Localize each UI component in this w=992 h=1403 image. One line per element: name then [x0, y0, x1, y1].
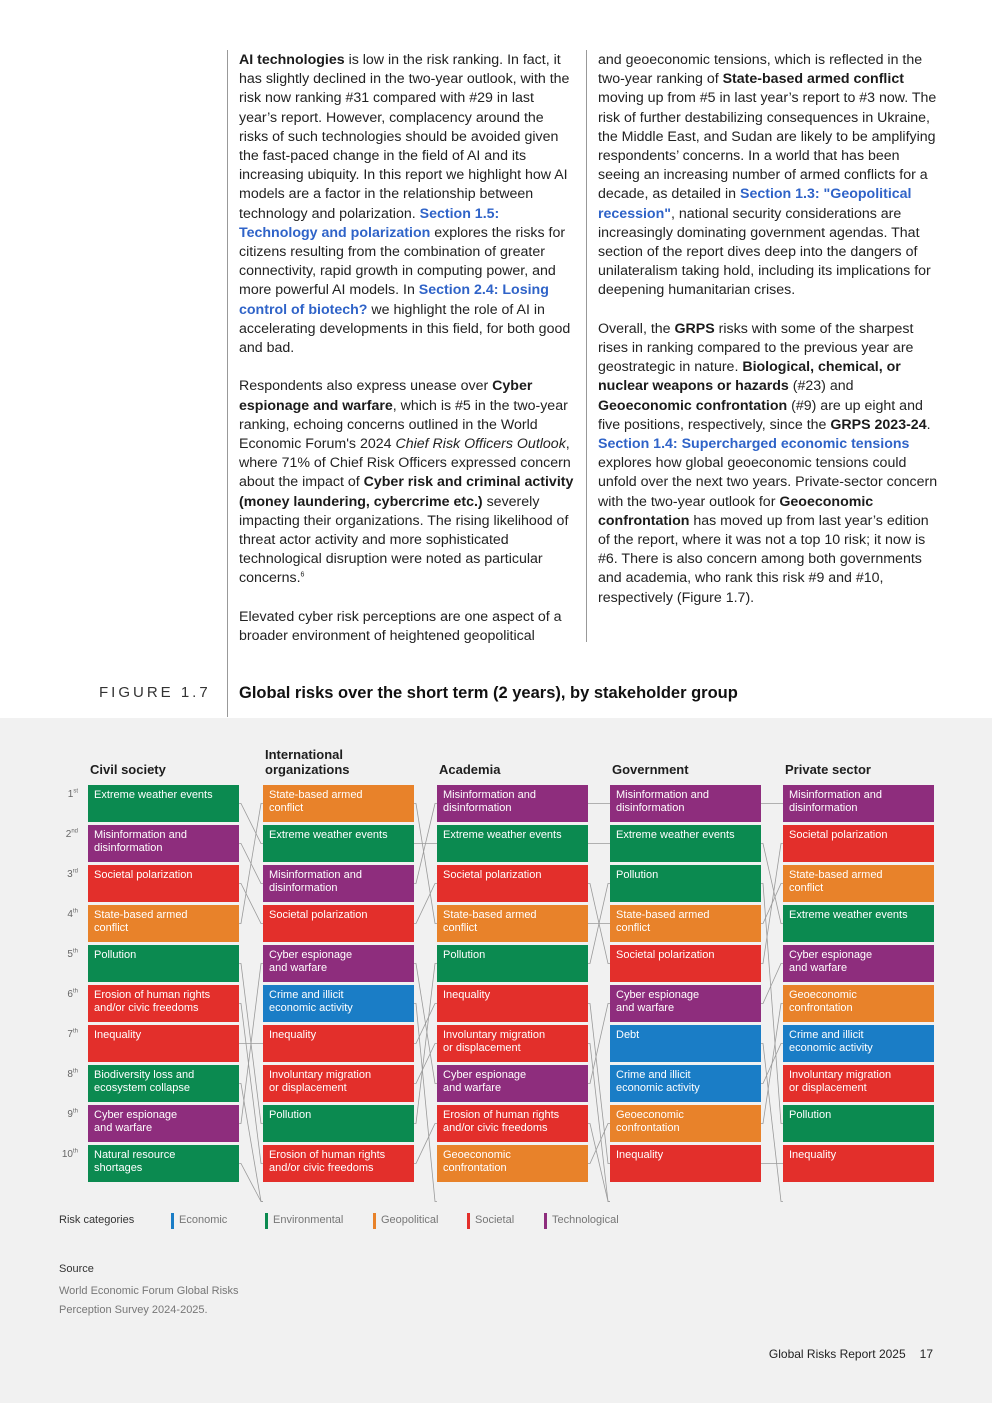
risk-cell: Extreme weather events	[610, 825, 761, 862]
risk-cell: Pollution	[783, 1105, 934, 1142]
risk-cell: Crime and illicit economic activity	[263, 985, 414, 1022]
rank-connector	[414, 884, 437, 924]
risk-cell: Misinformation and disinformation	[783, 785, 934, 822]
rank-number: 4	[67, 909, 73, 920]
rank-number: 10	[61, 1149, 73, 1160]
legend-label: Societal	[475, 1214, 515, 1226]
rank-connector	[239, 804, 263, 924]
legend-swatch	[544, 1213, 547, 1229]
risk-cell: Inequality	[437, 985, 588, 1022]
risk-cell: Societal polarization	[263, 905, 414, 942]
rank-suffix: th	[72, 1068, 78, 1075]
risk-cell: Pollution	[437, 945, 588, 982]
risk-cell: Cyber espionage and warfare	[783, 945, 934, 982]
text-run: severely impacting their organizations. The rising likelihood of threat actor activity and more sophisticated technological disruption were noted as particular concerns.	[239, 493, 569, 587]
risk-cell: Inequality	[610, 1145, 761, 1182]
risk-cell: Pollution	[263, 1105, 414, 1142]
text-run: explores how global geoeconomic tensions could unfold over the next two years. Private-sector concern with the two-year outlook for	[598, 455, 938, 510]
legend-swatch	[467, 1213, 470, 1229]
legend-item-geopolitical	[373, 1214, 438, 1226]
rank-number: 7	[67, 1029, 73, 1040]
text-run: Elevated cyber risk perceptions are one aspect of a broader environment of heightened geopolitical	[239, 608, 562, 645]
text-run: we highlight the role of AI in accelerating developments in this field, for both good and bad.	[239, 301, 571, 357]
risk-cell: Biodiversity loss and ecosystem collapse	[88, 1065, 239, 1102]
text-run: (#23) and	[788, 378, 854, 395]
group-heading: Academia	[439, 762, 501, 777]
rank-number: 9	[67, 1109, 73, 1120]
risk-cell: Involuntary migration or displacement	[783, 1065, 934, 1102]
rank-suffix: st	[73, 788, 78, 795]
risk-cell: Cyber espionage and warfare	[263, 945, 414, 982]
section-link[interactable]: Section 1.3: "Geopolitical recession"	[598, 186, 912, 222]
risk-cell: Misinformation and disinformation	[263, 865, 414, 902]
section-link[interactable]: Section 1.5: Technology and polarization	[239, 205, 500, 241]
source-heading: Source	[59, 1263, 94, 1275]
rank-suffix: rd	[72, 868, 78, 875]
risk-cell: State-based armed conflict	[437, 905, 588, 942]
text-run: moving up from #5 in last year’s report to #3 now. The risk of further destabilizing consequences in Ukraine, the Middle East, and Sudan are likely to be amplifying respondents’ concerns. In a world that has been seeing an increasing number of armed conflicts for a decade, as detailed in	[598, 90, 937, 203]
risk-cell: Societal polarization	[783, 825, 934, 862]
legend-item-technological	[544, 1214, 619, 1226]
rank-connector	[414, 1124, 437, 1164]
section-link[interactable]: Section 2.4: Losing control of biotech?	[239, 282, 549, 318]
text-run: GRPS 2023-24	[830, 416, 927, 433]
rank-connector	[414, 1044, 437, 1084]
group-heading: Government	[612, 762, 689, 777]
legend-title: Risk categories	[59, 1214, 135, 1226]
legend-swatch	[171, 1213, 174, 1229]
risk-cell: State-based armed conflict	[88, 905, 239, 942]
risk-cell: Misinformation and disinformation	[88, 825, 239, 862]
drop-out-connector	[239, 1164, 263, 1202]
footer-report-name: Global Risks Report 2025	[768, 1347, 906, 1361]
risk-cell: Extreme weather events	[88, 785, 239, 822]
rank-connector	[588, 1004, 610, 1164]
risk-cell: Inequality	[88, 1025, 239, 1062]
figure-label: FIGURE 1.7	[99, 684, 211, 701]
risk-cell: Societal polarization	[437, 865, 588, 902]
risk-cell: Inequality	[783, 1145, 934, 1182]
text-run: AI technologies	[239, 52, 345, 68]
footnote-ref: 6	[300, 571, 305, 579]
legend-item-environmental	[265, 1214, 343, 1226]
risk-cell: Crime and illicit economic activity	[783, 1025, 934, 1062]
text-run: (#9) are up eight and five positions, respectively, since the	[598, 397, 923, 433]
rank-connector	[239, 804, 263, 844]
risk-cell: Inequality	[263, 1025, 414, 1062]
rank-connector	[239, 884, 263, 924]
text-run: .	[926, 416, 931, 433]
text-run: GRPS	[674, 320, 715, 337]
risk-cell: Debt	[610, 1025, 761, 1062]
legend-label: Technological	[552, 1214, 619, 1226]
source-text: World Economic Forum Global Risks Perception Survey 2024-2025.	[59, 1285, 239, 1316]
rank-connector	[414, 1004, 437, 1044]
page-footer	[769, 1347, 933, 1361]
rank-suffix: nd	[71, 828, 78, 835]
drop-out-connector	[588, 1044, 610, 1202]
risk-cell: State-based armed conflict	[783, 865, 934, 902]
rank-connector	[761, 964, 783, 1004]
rank-number: 8	[67, 1069, 73, 1080]
text-run: Respondents also express unease over	[239, 378, 493, 395]
risk-cell: Involuntary migration or displacement	[437, 1025, 588, 1062]
drop-out-connector	[239, 1084, 263, 1202]
rank-suffix: th	[72, 948, 78, 955]
group-heading: Private sector	[785, 762, 871, 777]
rank-connector	[414, 804, 437, 924]
rank-number: 2	[65, 829, 72, 840]
risk-cell: Extreme weather events	[437, 825, 588, 862]
rank-number: 3	[67, 869, 73, 880]
risk-cell: Erosion of human rights and/or civic freedoms	[88, 985, 239, 1022]
text-run: Geoeconomic confrontation	[598, 397, 788, 414]
risk-cell: Cyber espionage and warfare	[437, 1065, 588, 1102]
rank-number: 5	[67, 949, 73, 960]
figure-title: Global risks over the short term (2 years), by stakeholder group	[239, 684, 738, 702]
text-run: Overall, the	[598, 320, 675, 337]
risk-cell: Crime and illicit economic activity	[610, 1065, 761, 1102]
rank-connector	[239, 1004, 263, 1164]
risk-cell: Geoeconomic confrontation	[437, 1145, 588, 1182]
legend-item-societal	[467, 1214, 514, 1226]
text-run: , which is #5 in the two-year ranking, echoing concerns outlined in the World Economic Forum's 2024	[239, 397, 568, 453]
risk-cell: Geoeconomic confrontation	[610, 1105, 761, 1142]
text-run: and geoeconomic tensions, which is reflected in the two-year ranking of	[598, 52, 923, 88]
risk-cell: Erosion of human rights and/or civic freedoms	[263, 1145, 414, 1182]
rank-suffix: th	[72, 1108, 78, 1115]
legend-swatch	[373, 1213, 376, 1229]
section-link[interactable]: Section 1.4: Supercharged economic tensions	[598, 436, 910, 453]
risk-cell: Misinformation and disinformation	[437, 785, 588, 822]
risk-cell: Societal polarization	[88, 865, 239, 902]
text-run: Cyber risk and criminal activity (money laundering, cybercrime etc.)	[239, 474, 574, 510]
text-run: Chief Risk Officers Outlook	[395, 436, 566, 453]
legend-item-economic	[171, 1214, 227, 1226]
rank-suffix: th	[72, 1028, 78, 1035]
legend-label: Economic	[179, 1214, 228, 1226]
rank-suffix: th	[72, 988, 78, 995]
text-run: is low in the risk ranking. In fact, it has slightly declined in the two-year outlook, with the risk now ranking #31 compared with #29 in last year’s report. However, complacency around the risks of such technologies should be avoided given the fast-paced change in the field of AI and its increasing ubiquity. In this report we highlight how AI models are a factor in the relationship between technology and polarization.	[239, 52, 570, 222]
text-run: Geoeconomic confrontation	[598, 493, 874, 529]
rank-connector	[761, 844, 783, 924]
risk-cell: Pollution	[88, 945, 239, 982]
risk-cell: Cyber espionage and warfare	[610, 985, 761, 1022]
risk-cell: Natural resource shortages	[88, 1145, 239, 1182]
text-run: risks with some of the sharpest rises in ranking compared to the previous year are geostrategic in nature.	[598, 320, 914, 376]
risk-cell: Cyber espionage and warfare	[88, 1105, 239, 1142]
legend-label: Environmental	[273, 1214, 344, 1226]
risk-cell: Involuntary migration or displacement	[263, 1065, 414, 1102]
text-run: State-based armed conflict	[722, 71, 904, 88]
text-run: Biological, chemical, or nuclear weapons or hazards	[598, 359, 901, 395]
risk-cell: Pollution	[610, 865, 761, 902]
risk-cell: Geoeconomic confrontation	[783, 985, 934, 1022]
risk-cell: Erosion of human rights and/or civic freedoms	[437, 1105, 588, 1142]
rank-number: 6	[67, 989, 73, 1000]
group-heading: Civil society	[90, 762, 166, 777]
drop-out-connector	[761, 1044, 783, 1202]
legend-label: Geopolitical	[381, 1214, 439, 1226]
text-run: Cyber espionage and warfare	[239, 378, 533, 414]
rank-suffix: th	[72, 908, 78, 915]
page-number: 17	[919, 1347, 933, 1361]
risk-cell: State-based armed conflict	[263, 785, 414, 822]
text-run: , where 71% of Chief Risk Officers expressed concern about the impact of	[239, 436, 571, 491]
risk-cell: State-based armed conflict	[610, 905, 761, 942]
rank-suffix: th	[72, 1148, 78, 1155]
drop-out-connector	[414, 1004, 437, 1202]
text-run: , national security considerations are increasingly dominating government agendas. That section of the report dives deep into the dangers of unilateralism taking hold, including its implications for deepening humanitarian crises.	[598, 205, 931, 299]
risk-cell: Misinformation and disinformation	[610, 785, 761, 822]
text-run: explores the risks for citizens resulting from the combination of greater connectivity, rapid growth in computing power, and more powerful AI models. In	[239, 224, 566, 299]
risk-cell: Societal polarization	[610, 945, 761, 982]
legend-swatch	[265, 1213, 268, 1229]
group-heading: International organizations	[265, 747, 350, 777]
rank-number: 1	[67, 789, 74, 800]
risk-cell: Extreme weather events	[783, 905, 934, 942]
text-run: has moved up from last year’s edition of the report, where it was not a top 10 risk; it now is #6. There is also concern among both governments and academia, who rank this risk #9 and #10, respectively (Figure 1.7).	[598, 512, 929, 606]
risk-cell: Extreme weather events	[263, 825, 414, 862]
